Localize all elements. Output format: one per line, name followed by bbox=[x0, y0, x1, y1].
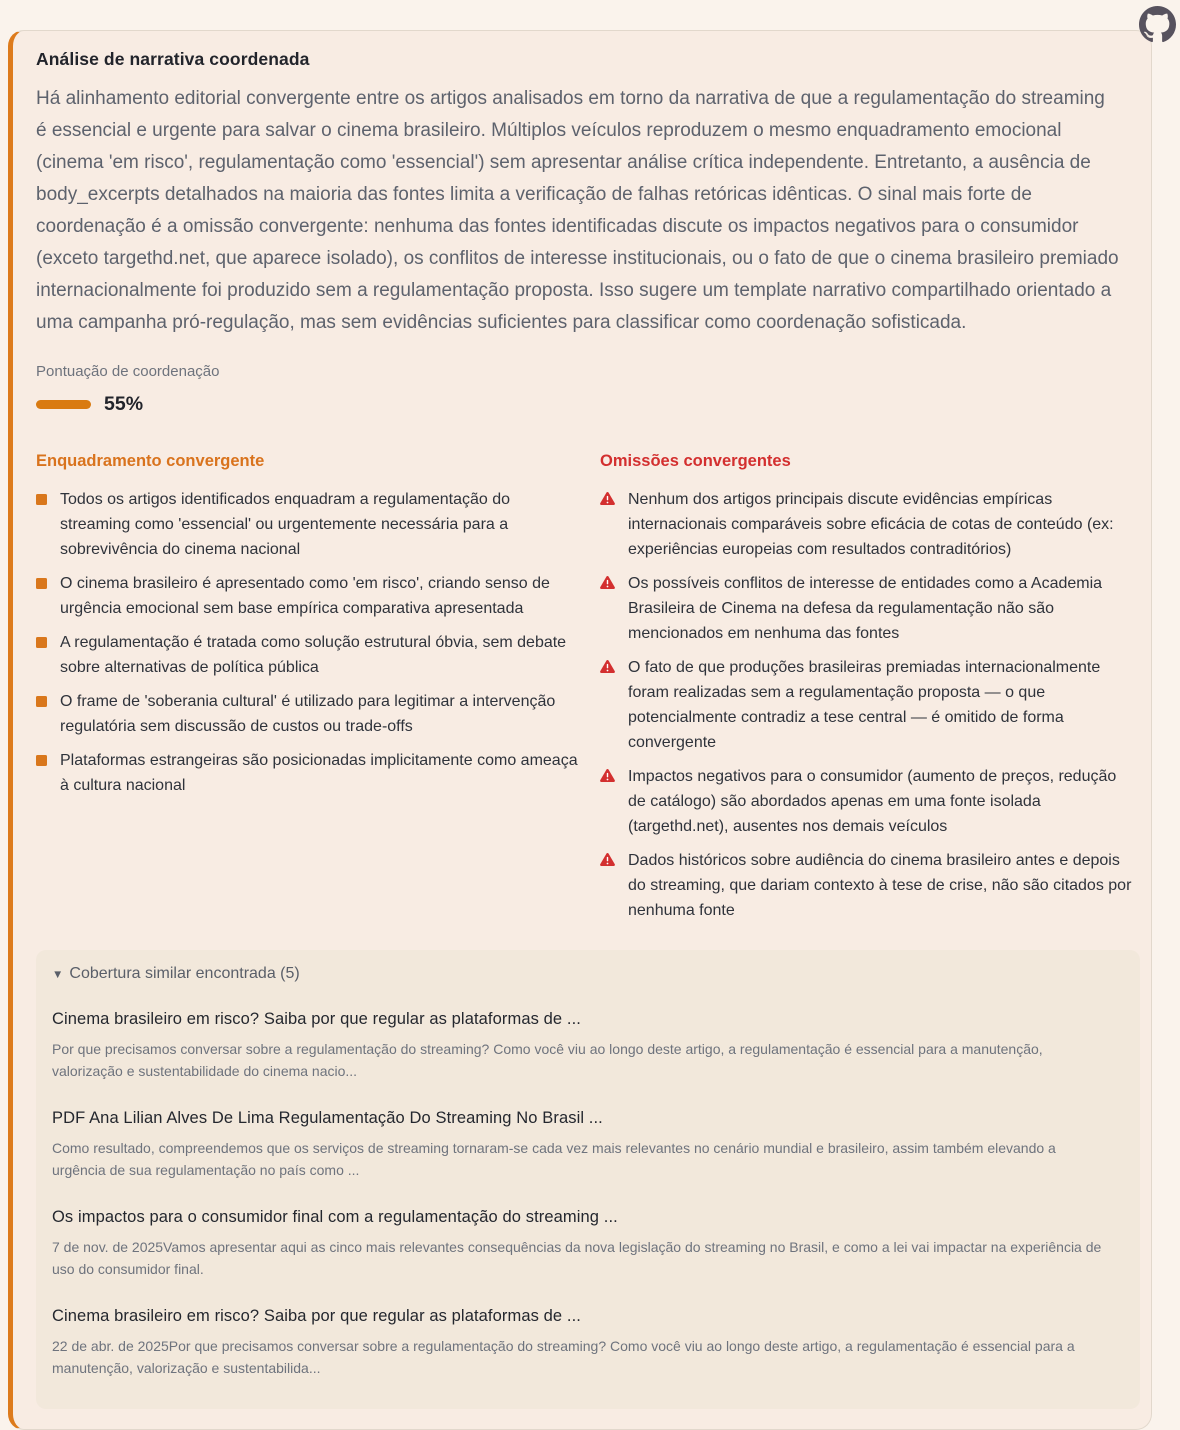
article-snippet: 7 de nov. de 2025Vamos apresentar aqui as cinco mais relevantes consequências da nova legislação do streaming no Brasil, e como a lei vai impactar na experiência de uso do consumidor final. bbox=[52, 1239, 1102, 1277]
square-bullet-icon bbox=[36, 637, 47, 648]
omission-item-text: Impactos negativos para o consumidor (aumento de preços, redução de catálogo) são abordados apenas em uma fonte isolada (targethd.net), ausentes nos demais veículos bbox=[628, 768, 1117, 835]
analysis-card bbox=[8, 30, 1152, 1430]
framing-item-text: A regulamentação é tratada como solução estrutural óbvia, sem debate sobre alternativas de política pública bbox=[60, 634, 567, 676]
framing-list bbox=[36, 487, 584, 798]
convergent-framing-section bbox=[36, 452, 584, 932]
article-title[interactable]: Os impactos para o consumidor final com a regulamentação do streaming ... bbox=[52, 1208, 618, 1226]
framing-item-text: O cinema brasileiro é apresentado como 'em risco', criando senso de urgência emocional sem base empírica comparativa apresentada bbox=[60, 575, 550, 617]
findings-columns bbox=[36, 452, 1137, 932]
framing-item bbox=[36, 748, 584, 798]
square-bullet-icon bbox=[36, 494, 47, 505]
framing-item bbox=[36, 487, 584, 562]
github-icon[interactable] bbox=[1139, 6, 1176, 43]
similar-coverage-panel bbox=[36, 950, 1140, 1409]
omission-item bbox=[600, 655, 1137, 755]
omission-item bbox=[600, 487, 1137, 562]
chevron-down-icon: ▼ bbox=[52, 969, 64, 981]
omission-item-text: Dados históricos sobre audiência do cinema brasileiro antes e depois do streaming, que dariam contexto à tese de crise, não são citados por nenhuma fonte bbox=[628, 852, 1132, 919]
coordination-score bbox=[36, 393, 1137, 416]
omission-item-text: O fato de que produções brasileiras premiadas internacionalmente foram realizadas sem a regulamentação proposta — o que potencialmente contradiz a tese central — é omitido de forma convergente bbox=[628, 659, 1101, 751]
article-title[interactable]: Cinema brasileiro em risco? Saiba por que regular as plataformas de ... bbox=[52, 1307, 581, 1325]
page-title: Análise de narrativa coordenada bbox=[36, 49, 310, 69]
framing-heading: Enquadramento convergente bbox=[36, 452, 265, 470]
article-title[interactable]: Cinema brasileiro em risco? Saiba por que regular as plataformas de ... bbox=[52, 1010, 581, 1028]
similar-coverage-toggle-label: Cobertura similar encontrada (5) bbox=[69, 965, 300, 982]
warning-triangle-icon bbox=[600, 576, 615, 646]
article-snippet: Como resultado, compreendemos que os serviços de streaming tornaram-se cada vez mais relevantes no cenário mundial e brasileiro, assim também elevando a urgência de sua regulamentação no país como ... bbox=[52, 1140, 1056, 1178]
omission-item bbox=[600, 571, 1137, 646]
square-bullet-icon bbox=[36, 578, 47, 589]
square-bullet-icon bbox=[36, 755, 47, 766]
framing-item-text: O frame de 'soberania cultural' é utilizado para legitimar a intervenção regulatória sem discussão de custos ou trade-offs bbox=[60, 693, 556, 735]
coverage-article bbox=[52, 1010, 1124, 1082]
score-bar-fill bbox=[36, 400, 91, 409]
article-snippet: 22 de abr. de 2025Por que precisamos conversar sobre a regulamentação do streaming? Como você viu ao longo deste artigo, a regulamentação é essencial para a manutenção, valorização e sustentabilida... bbox=[52, 1338, 1075, 1376]
warning-triangle-icon bbox=[600, 769, 615, 839]
framing-item-text: Todos os artigos identificados enquadram a regulamentação do streaming como 'essencial' ou urgentemente necessária para a sobrevivência do cinema nacional bbox=[60, 491, 511, 558]
omission-item bbox=[600, 764, 1137, 839]
omission-item-text: Os possíveis conflitos de interesse de entidades como a Academia Brasileira de Cinema na defesa da regulamentação não são mencionados em nenhuma das fontes bbox=[628, 575, 1103, 642]
warning-triangle-icon bbox=[600, 492, 615, 562]
coverage-article bbox=[52, 1109, 1124, 1181]
omissions-heading: Omissões convergentes bbox=[600, 452, 791, 470]
article-title[interactable]: PDF Ana Lilian Alves De Lima Regulamentação Do Streaming No Brasil ... bbox=[52, 1109, 603, 1127]
framing-item-text: Plataformas estrangeiras são posicionadas implicitamente como ameaça à cultura nacional bbox=[60, 752, 578, 794]
framing-item bbox=[36, 571, 584, 621]
framing-item bbox=[36, 689, 584, 739]
coverage-article-list bbox=[52, 1010, 1124, 1379]
omission-item bbox=[600, 848, 1137, 923]
analysis-summary-text: Há alinhamento editorial convergente entre os artigos analisados em torno da narrativa de que a regulamentação do streaming é essencial e urgente para salvar o cinema brasileiro. Múltiplos veículos reproduzem o mesmo enquadramento emocional (cinema 'em risco', regulamentação como 'essencial') sem apresentar análise crítica independente. Entretanto, a ausência de body_excerpts detalhados na maioria das fontes limita a verificação de falhas retóricas idênticas. O sinal mais forte de coordenação é a omissão convergente: nenhuma das fontes identificadas discute os impactos negativos para o consumidor (exceto targethd.net, que aparece isolado), os conflitos de interesse institucionais, ou o fato de que o cinema brasileiro premiado internacionalmente foi produzido sem a regulamentação proposta. Isso sugere um template narrativo compartilhado orientado a uma campanha pró-regulação, mas sem evidências suficientes para classificar como coordenação sofisticada. bbox=[36, 88, 1119, 333]
similar-coverage-toggle[interactable] bbox=[52, 965, 1124, 983]
omissions-list bbox=[600, 487, 1137, 923]
square-bullet-icon bbox=[36, 696, 47, 707]
coverage-article bbox=[52, 1307, 1124, 1379]
convergent-omissions-section bbox=[600, 452, 1137, 932]
score-bar bbox=[36, 400, 93, 409]
framing-item bbox=[36, 630, 584, 680]
score-value: 55% bbox=[104, 393, 144, 415]
omission-item-text: Nenhum dos artigos principais discute evidências empíricas internacionais comparáveis sobre eficácia de cotas de conteúdo (ex: experiências europeias com resultados contraditórios) bbox=[628, 491, 1114, 558]
score-label: Pontuação de coordenação bbox=[36, 363, 220, 380]
article-snippet: Por que precisamos conversar sobre a regulamentação do streaming? Como você viu ao longo deste artigo, a regulamentação é essencial para a manutenção, valorização e sustentabilidade do cinema nacio... bbox=[52, 1041, 1043, 1079]
coverage-article bbox=[52, 1208, 1124, 1280]
warning-triangle-icon bbox=[600, 853, 615, 923]
warning-triangle-icon bbox=[600, 660, 615, 755]
